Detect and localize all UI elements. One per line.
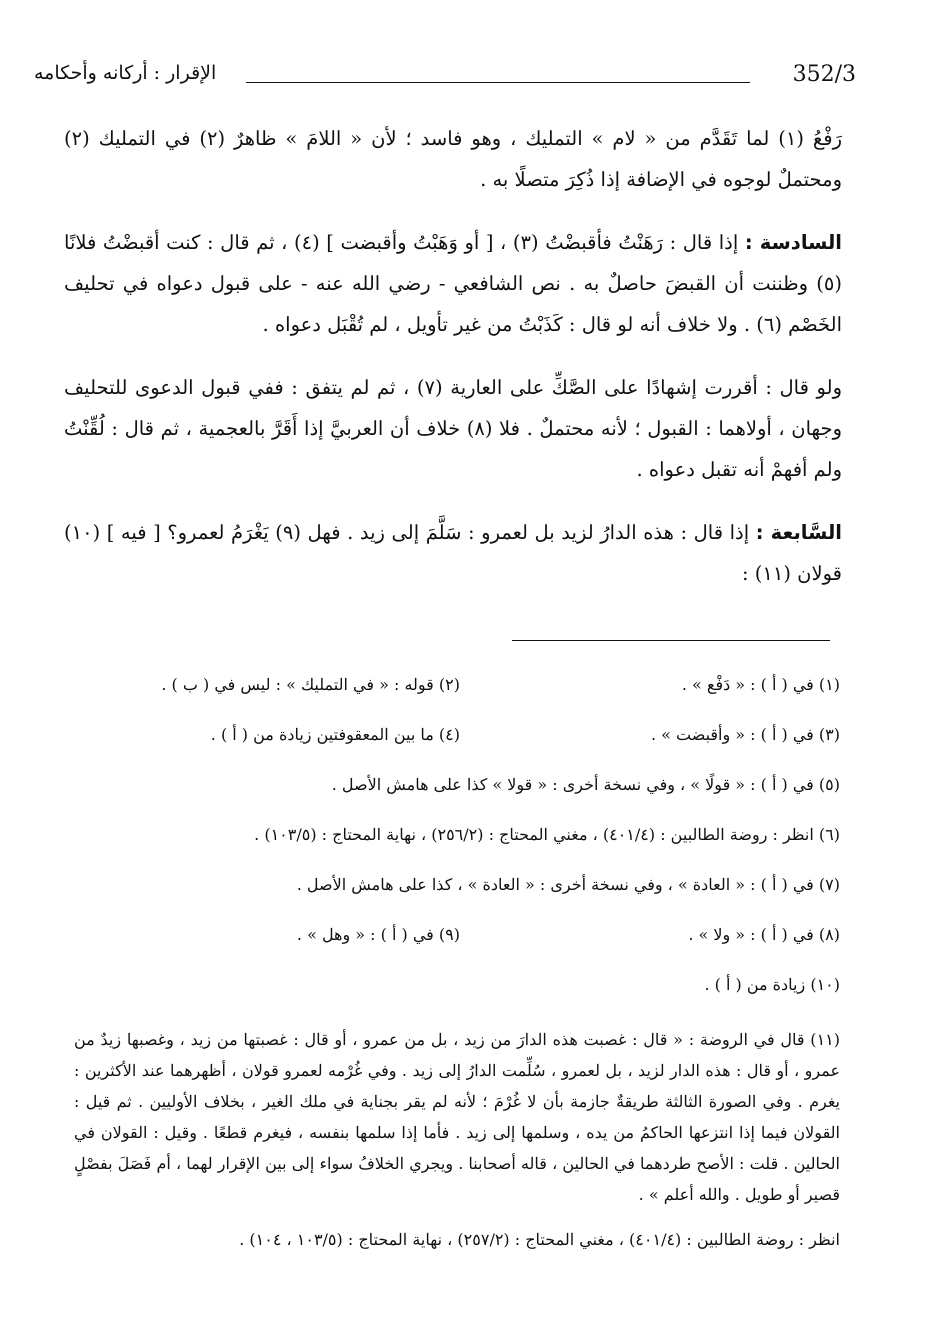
paragraph-text: رَفْعُ (١) لما تَقَدَّم من « لام » التمليك ، وهو فاسد ؛ لأن « اللامَ » ظاهرٌ (٢) في التمليك (٢) ومحتملٌ لوجوه في الإضافة إذا ذُكِرَ متصلًا به . (64, 127, 842, 191)
footnote-row (74, 810, 840, 860)
footnote-11-source: انظر : روضة الطالبين : (٤٠١/٤) ، مغني المحتاج : (٢٥٧/٢) ، نهاية المحتاج : (١٠٣/٥ ، ١٠٤) . (239, 1230, 840, 1249)
footnote-9: (٩) في ( أ ) : « وهل » . (296, 925, 460, 944)
paragraph-acknowledgment (64, 367, 842, 490)
footnote-row (74, 860, 840, 910)
footnote-1: (١) في ( أ ) : « دَفْع » . (681, 675, 840, 694)
paragraph-text: إذا قال : رَهَنْتُ فأقبضْتُ (٣) ، [ أو وَهَبْتُ وأقبضت ] (٤) ، ثم قال : كنت أقبضْتُ فلانًا (٥) وظننت أن القبضَ حاصلٌ به . نص الشافعي - رضي الله عنه - على قبول دعواه في تحليف الخَصْم (٦) . ولا خلاف أنه لو قال : كَذَبْتُ من غير تأويل ، لم تُقْبَل دعواه . (64, 231, 842, 336)
page-number: 352/3 (792, 62, 856, 87)
footnote-row (74, 710, 840, 760)
section-heading-sixth: السادسة : (744, 231, 842, 254)
footnote-4: (٤) ما بين المعقوفتين زيادة من ( أ ) . (210, 725, 460, 744)
footnote-row (74, 760, 840, 810)
header-rule (246, 82, 750, 83)
paragraph-text: ولو قال : أقررت إشهادًا على الصَّكِّ على العارية (٧) ، ثم لم يتفق : ففي قبول الدعوى للتحليف وجهان ، أولاهما : القبول ؛ لأنه محتملٌ . فلا (٨) خلاف أن العربيَّ إذا أَقَرَّ بالعجمية ، ثم قال : لُقِّنْتُ ولم أفهمْ أنه تقبل دعواه . (64, 376, 842, 481)
footnote-row (74, 960, 840, 1010)
footnotes (74, 660, 840, 1255)
paragraph-text: إذا قال : هذه الدارُ لزيد بل لعمرو : سَلَّمَ إلى زيد . فهل (٩) يَغْرَمُ لعمرو؟ [ فيه ] (١٠) قولان (١١) : (64, 521, 842, 585)
footnote-separator (512, 640, 830, 641)
footnote-6: (٦) انظر : روضة الطالبين : (٤٠١/٤) ، مغني المحتاج : (٢٥٦/٢) ، نهاية المحتاج : (١٠٣/٥) . (254, 825, 840, 844)
footnote-10: (١٠) زيادة من ( أ ) . (704, 975, 840, 994)
footnote-row (74, 660, 840, 710)
footnote-5: (٥) في ( أ ) : « قولًا » ، وفي نسخة أخرى : « قولا » كذا على هامش الأصل . (331, 775, 840, 794)
footnote-2: (٢) قوله : « في التمليك » : ليس في ( ب ) . (161, 675, 460, 694)
page-header (34, 62, 856, 102)
running-title: الإقرار : أركانه وأحكامه (34, 62, 217, 84)
footnote-8: (٨) في ( أ ) : « ولا » . (688, 925, 840, 944)
footnote-7: (٧) في ( أ ) : « العادة » ، وفي نسخة أخرى : « العادة » ، كذا على هامش الأصل . (296, 875, 840, 894)
paragraph-continuation (64, 118, 842, 200)
section-heading-seventh: السَّابعة : (755, 521, 842, 544)
footnote-row (74, 910, 840, 960)
paragraph-sixth (64, 222, 842, 345)
footnote-11: (١١) قال في الروضة : « قال : غصبت هذه الدارَ من زيد ، بل من عمرو ، أو قال : غصبتها من زيد ، وغصبها زيدٌ من عمرو ، أو قال : هذه الدار لزيد ، بل لعمرو ، سُلِّمت الدارُ إلى زيد . وفي غُرْمه لعمرو قولان ، أظهرهما عند الأكثرين : يغرم . وفي الصورة الثالثة طريقةٌ جازمة بأن لا غُرْمَ ؛ لأنه لم يقر بجناية في ملك الغير ، بخلاف الأوليين . ثم قيل : القولان فيما إذا انتزعها الحاكمُ من يده ، وسلمها إلى زيد . فأما إذا سلمها بنفسه ، فيغرم قطعًا . وقيل : القولان في الحالين . قلت : الأصح طردهما في الحالين ، قاله أصحابنا . ويجري الخلافُ سواء إلى بين الإقرار لهما ، أم فَصَلَ بفصْلٍ قصير أو طويل . والله أعلم » . (74, 1030, 840, 1204)
main-text (64, 118, 842, 616)
paragraph-seventh (64, 512, 842, 594)
footnote-3: (٣) في ( أ ) : « وأقبضت » . (650, 725, 840, 744)
